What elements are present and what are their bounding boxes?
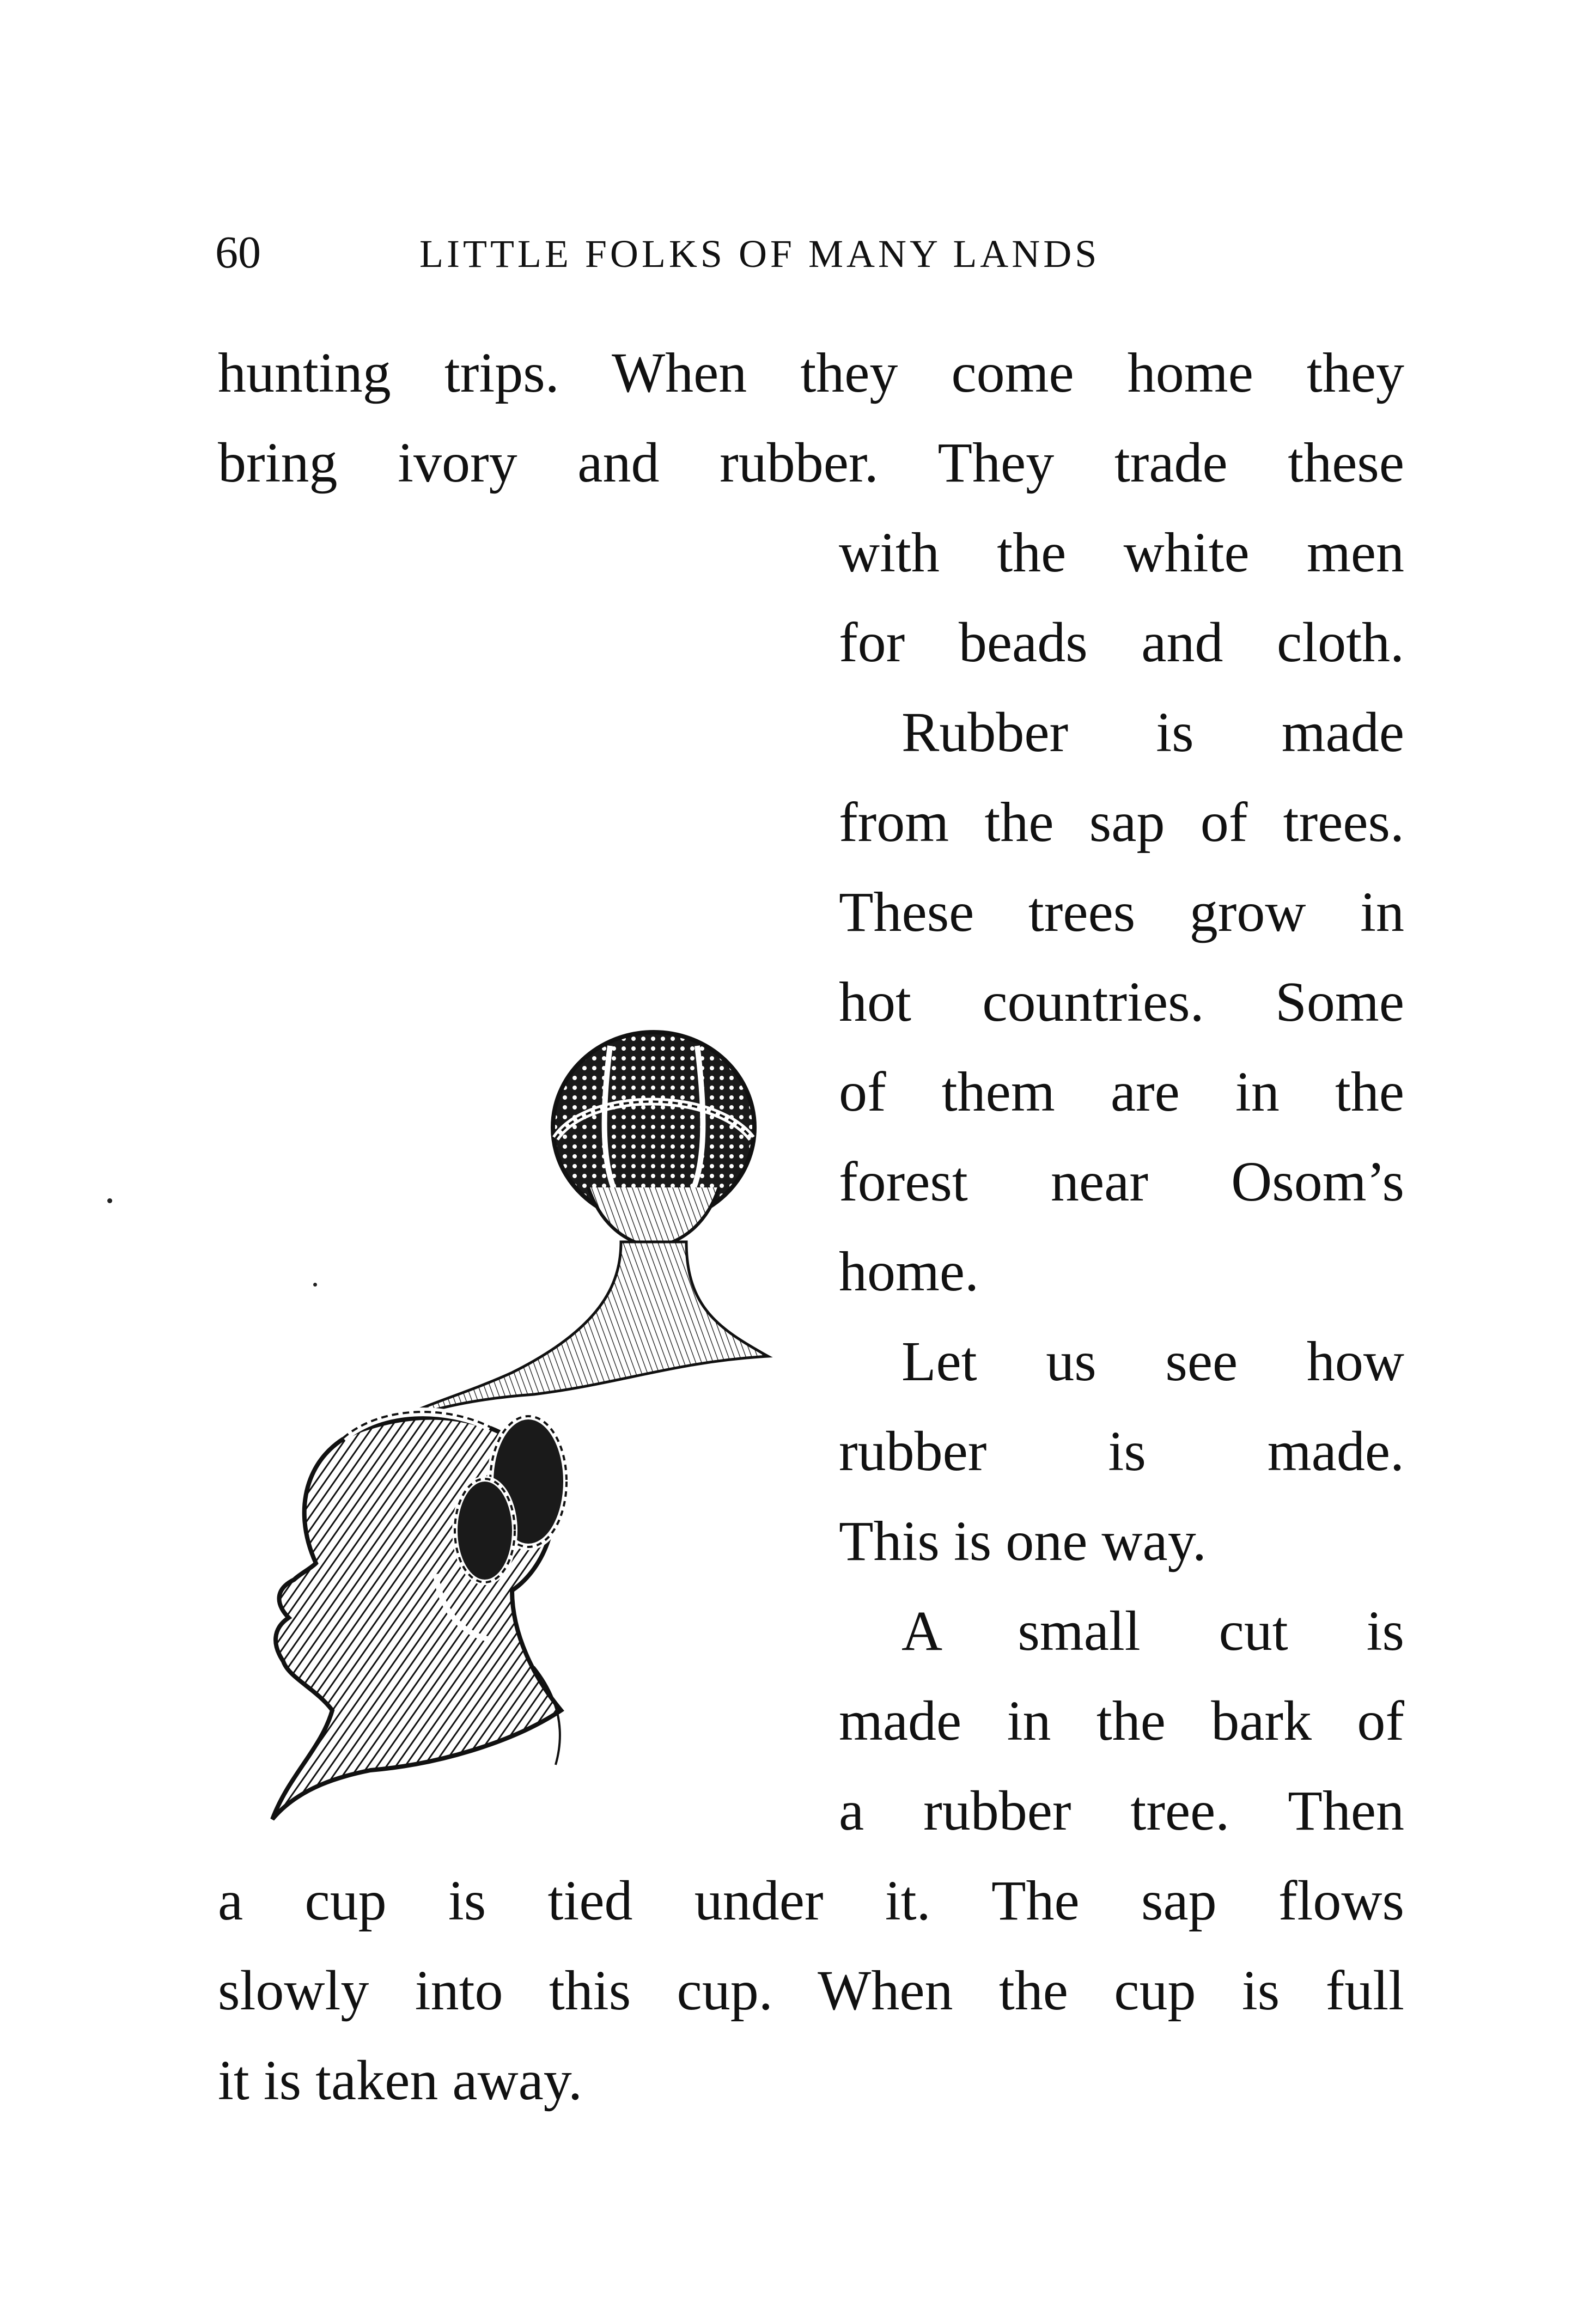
- text-line: bring ivory and rubber. They trade these: [218, 431, 1404, 494]
- text-line: Let us see how: [901, 1330, 1404, 1393]
- lower-head: [272, 1412, 566, 1819]
- text-line: These trees grow in: [839, 881, 1404, 943]
- text-line: hot countries. Some: [839, 971, 1404, 1033]
- text-line: forest near Osom’s: [839, 1150, 1404, 1213]
- page-number: 60: [215, 227, 261, 278]
- text-line: a cup is tied under it. The sap flows: [218, 1869, 1404, 1932]
- page-speck: [107, 1198, 112, 1203]
- page-speck: [313, 1283, 317, 1287]
- text-line: of them are in the: [839, 1061, 1404, 1123]
- text-line: for beads and cloth.: [839, 611, 1404, 674]
- text-line: rubber is made.: [839, 1420, 1404, 1483]
- text-line: hunting trips. When they come home they: [218, 342, 1404, 404]
- text-line: home.: [839, 1240, 979, 1303]
- text-line: This is one way.: [839, 1510, 1207, 1573]
- heads-illustration: [207, 1024, 833, 1874]
- text-line: A small cut is: [901, 1600, 1404, 1662]
- text-line: it is taken away.: [218, 2049, 583, 2112]
- text-line: a rubber tree. Then: [839, 1779, 1404, 1842]
- text-line: slowly into this cup. When the cup is full: [218, 1959, 1404, 2022]
- text-line: made in the bark of: [839, 1690, 1404, 1752]
- running-title: LITTLE FOLKS OF MANY LANDS: [419, 232, 1100, 276]
- upper-head: [370, 1032, 768, 1438]
- text-line: with the white men: [839, 521, 1404, 584]
- text-line: from the sap of trees.: [839, 791, 1404, 854]
- text-line: Rubber is made: [901, 701, 1404, 764]
